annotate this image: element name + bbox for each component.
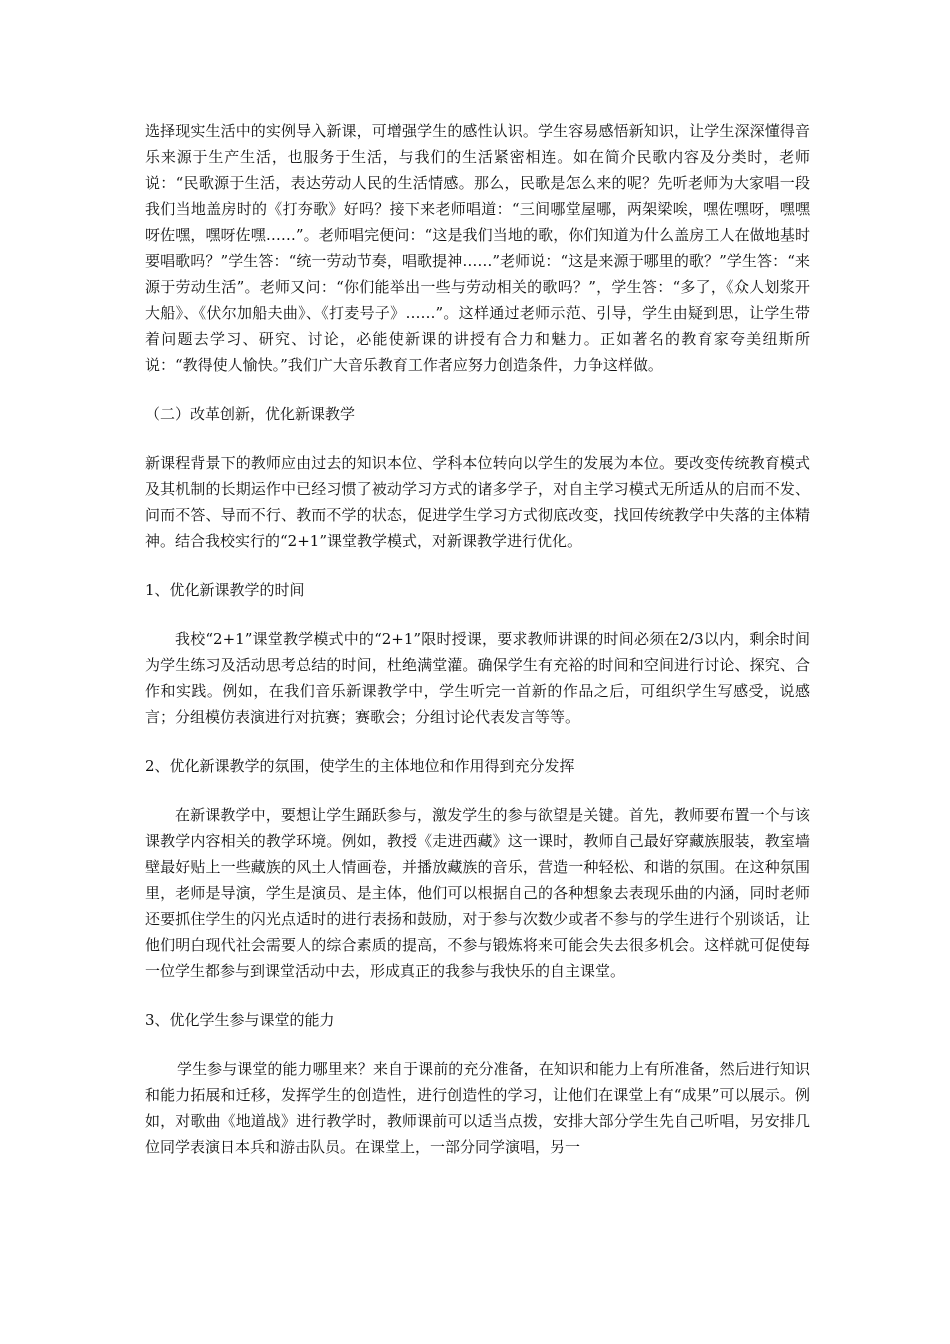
paragraph-intro-example: 选择现实生活中的实例导入新课，可增强学生的感性认识。学生容易感悟新知识，让学生深深懂得音乐来源于生产生活，也服务于生活，与我们的生活紧密相连。如在简介民歌内容及分类时，老师说：“民歌源于生活，表达劳动人民的生活情感。那么，民歌是怎么来的呢？先听老师为大家唱一段我们当地盖房时的《打夯歌》好吗？接下来老师唱道：“三间哪堂屋哪，两架梁唉，嘿佐嘿呀，嘿嘿呀佐嘿，嘿呀佐嘿……”。老师唱完便问：“这是我们当地的歌，你们知道为什么盖房工人在做地基时要唱歌吗？”学生答：“统一劳动节奏，唱歌提神……”老师说：“这是来源于哪里的歌？”学生答：“来源于劳动生活”。老师又问：“你们能举出一些与劳动相关的歌吗？”，学生答：“多了，《众人划浆开大船》、《伏尔加船夫曲》、《打麦号子》……”。这样通过老师示范、引导，学生由疑到思，让学生带着问题去学习、研究、讨论，必能使新课的讲授有合力和魅力。正如著名的教育家夸美纽斯所说：“教得使人愉快。”我们广大音乐教育工作者应努力创造条件，力争这样做。	[145, 122, 810, 374]
paragraph-new-curriculum: 新课程背景下的教师应由过去的知识本位、学科本位转向以学生的发展为本位。要改变传统教育模式及其机制的长期运作中已经习惯了被动学习方式的诸多学子，对自主学习模式无所适从的启而不发、问而不答、导而不行、教而不学的状态，促进学生学习方式彻底改变，找回传统教学中失落的主体精神。结合我校实行的“2+1”课堂教学模式，对新课教学进行优化。	[145, 454, 810, 550]
subheading-optimize-ability: 3、优化学生参与课堂的能力	[145, 1011, 335, 1029]
section-heading-reform: （二）改革创新，优化新课教学	[145, 405, 356, 423]
paragraph-optimize-atmosphere: 在新课教学中，要想让学生踊跃参与，激发学生的参与欲望是关键。首先，教师要布置一个与该课教学内容相关的教学环境。例如，教授《走进西藏》这一课时，教师自己最好穿藏族服装，教室墙壁最好贴上一些藏族的风土人情画卷，并播放藏族的音乐，营造一种轻松、和谐的氛围。在这种氛围里，老师是导演，学生是演员、是主体，他们可以根据自己的各种想象去表现乐曲的内涵，同时老师还要抓住学生的闪光点适时的进行表扬和鼓励，对于参与次数少或者不参与的学生进行个别谈话，让他们明白现代社会需要人的综合素质的提高，不参与锻炼将来可能会失去很多机会。这样就可促使每一位学生都参与到课堂活动中去，形成真正的我参与我快乐的自主课堂。	[145, 806, 810, 980]
subheading-optimize-atmosphere: 2、优化新课教学的氛围，使学生的主体地位和作用得到充分发挥	[145, 757, 575, 775]
paragraph-optimize-time: 我校“2+1”课堂教学模式中的“2+1”限时授课，要求教师讲课的时间必须在2/3以内，剩余时间为学生练习及活动思考总结的时间，杜绝满堂灌。确保学生有充裕的时间和空间进行讨论、探究、合作和实践。例如，在我们音乐新课教学中，学生听完一首新的作品之后，可组织学生写感受，说感言；分组模仿表演进行对抗赛；赛歌会；分组讨论代表发言等等。	[145, 630, 810, 726]
paragraph-optimize-ability: 学生参与课堂的能力哪里来？来自于课前的充分准备，在知识和能力上有所准备，然后进行知识和能力拓展和迁移，发挥学生的创造性，进行创造性的学习，让他们在课堂上有“成果”可以展示。例如，对歌曲《地道战》进行教学时，教师课前可以适当点拨，安排大部分学生先自己听唱，另安排几位同学表演日本兵和游击队员。在课堂上，一部分同学演唱，另一	[145, 1060, 810, 1156]
document-body	[145, 118, 810, 1183]
subheading-optimize-time: 1、优化新课教学的时间	[145, 581, 305, 599]
